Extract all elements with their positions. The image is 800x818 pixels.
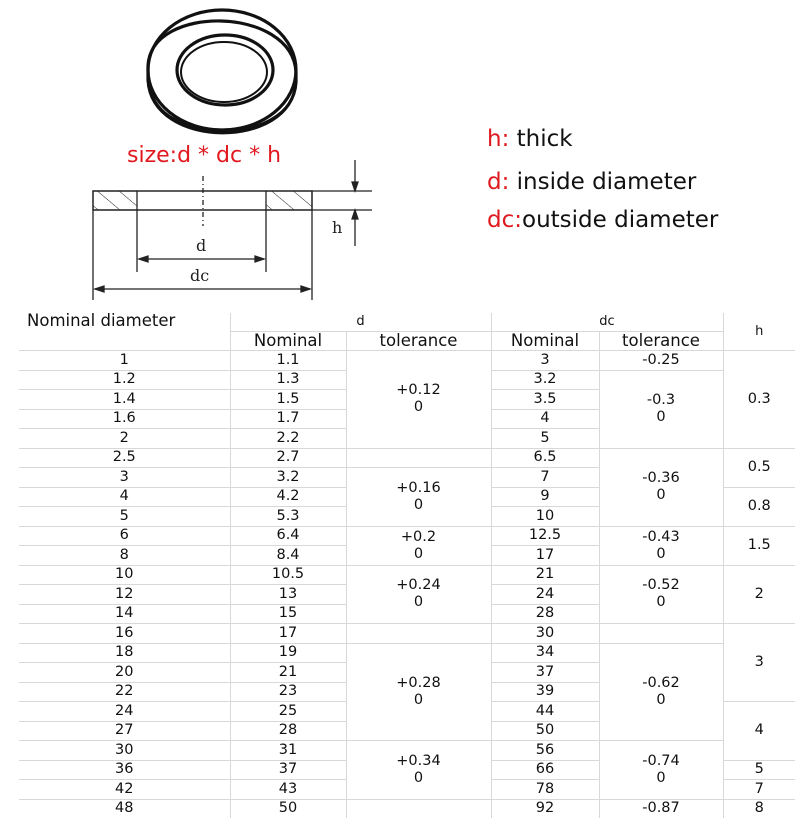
d-cell: 37 bbox=[230, 760, 346, 780]
h-cell: 3 bbox=[723, 624, 795, 702]
d-tolerance-cell bbox=[346, 526, 491, 565]
nominal-cell: 30 bbox=[19, 741, 230, 761]
tolerance-lower: 0 bbox=[413, 769, 424, 786]
h-dimension-label: h bbox=[332, 218, 343, 237]
d-tolerance-cell bbox=[346, 741, 491, 800]
d-cell: 31 bbox=[230, 741, 346, 761]
legend-inside-diameter bbox=[487, 169, 696, 195]
d-cell: 6.4 bbox=[230, 526, 346, 546]
header-d-nominal: Nominal bbox=[230, 332, 346, 351]
d-cell: 1.7 bbox=[230, 409, 346, 429]
dc-cell: 3.5 bbox=[491, 390, 599, 410]
h-cell: 0.8 bbox=[723, 487, 795, 526]
table-row bbox=[19, 643, 795, 663]
h-cell: 0.5 bbox=[723, 448, 795, 487]
dc-cell: 39 bbox=[491, 682, 599, 702]
h-cell: 4 bbox=[723, 702, 795, 761]
d-tolerance-cell bbox=[346, 448, 491, 468]
dc-cell: 44 bbox=[491, 702, 599, 722]
header-dc-tolerance: tolerance bbox=[599, 332, 723, 351]
d-cell: 19 bbox=[230, 643, 346, 663]
legend-text: outside diameter bbox=[522, 207, 719, 233]
nominal-cell: 18 bbox=[19, 643, 230, 663]
nominal-cell: 1.2 bbox=[19, 370, 230, 390]
legend-outside-diameter bbox=[487, 207, 718, 233]
d-tolerance-cell bbox=[346, 468, 491, 527]
d-cell: 1.5 bbox=[230, 390, 346, 410]
tolerance-lower: 0 bbox=[656, 594, 666, 611]
h-cell: 8 bbox=[723, 799, 795, 818]
dc-cell: 66 bbox=[491, 760, 599, 780]
nominal-cell: 2.5 bbox=[19, 448, 230, 468]
legend-key: dc: bbox=[487, 207, 522, 233]
dc-cell: 9 bbox=[491, 487, 599, 507]
h-cell: 1.5 bbox=[723, 526, 795, 565]
dc-cell: 4 bbox=[491, 409, 599, 429]
dc-cell: 5 bbox=[491, 429, 599, 449]
dc-tolerance-cell: -0.25 bbox=[599, 351, 723, 371]
dc-dimension-label: dc bbox=[190, 266, 210, 285]
legend-key: h: bbox=[487, 126, 510, 152]
d-cell: 50 bbox=[230, 799, 346, 818]
tolerance-upper: -0.62 bbox=[642, 674, 680, 691]
table-row bbox=[19, 624, 795, 644]
nominal-cell: 2 bbox=[19, 429, 230, 449]
d-cell: 10.5 bbox=[230, 565, 346, 585]
d-cell: 2.7 bbox=[230, 448, 346, 468]
dc-cell: 56 bbox=[491, 741, 599, 761]
dc-cell: 34 bbox=[491, 643, 599, 663]
h-cell: 5 bbox=[723, 760, 795, 780]
tolerance-lower: 0 bbox=[656, 769, 666, 786]
nominal-cell: 42 bbox=[19, 780, 230, 800]
d-cell: 1.1 bbox=[230, 351, 346, 371]
dc-cell: 24 bbox=[491, 585, 599, 605]
dc-tolerance-cell bbox=[599, 643, 723, 741]
tolerance-upper: -0.36 bbox=[642, 470, 680, 486]
nominal-cell: 20 bbox=[19, 663, 230, 683]
dc-cell: 6.5 bbox=[491, 448, 599, 468]
dc-cell: 10 bbox=[491, 507, 599, 527]
d-cell: 13 bbox=[230, 585, 346, 605]
legend-thickness bbox=[487, 126, 573, 152]
washer-drawing bbox=[0, 0, 800, 310]
tolerance-lower: 0 bbox=[656, 691, 666, 708]
d-cell: 25 bbox=[230, 702, 346, 722]
d-tolerance-cell bbox=[346, 565, 491, 624]
tolerance-upper: -0.52 bbox=[642, 577, 680, 594]
dc-cell: 30 bbox=[491, 624, 599, 644]
tolerance-lower: 0 bbox=[413, 691, 424, 708]
tolerance-lower: 0 bbox=[413, 496, 424, 513]
washer-3d-illustration bbox=[148, 10, 296, 133]
tolerance-upper: -0.43 bbox=[642, 528, 680, 545]
d-cell: 17 bbox=[230, 624, 346, 644]
legend-text: inside diameter bbox=[509, 169, 697, 195]
nominal-cell: 22 bbox=[19, 682, 230, 702]
header-d-tolerance: tolerance bbox=[346, 332, 491, 351]
d-tolerance-cell bbox=[346, 351, 491, 449]
nominal-cell: 8 bbox=[19, 546, 230, 566]
nominal-cell: 27 bbox=[19, 721, 230, 741]
d-cell: 1.3 bbox=[230, 370, 346, 390]
h-cell: 7 bbox=[723, 780, 795, 800]
header-nominal-diameter: Nominal diameter bbox=[27, 313, 176, 330]
nominal-cell: 5 bbox=[19, 507, 230, 527]
tolerance-upper: -0.3 bbox=[646, 392, 676, 408]
tolerance-lower: 0 bbox=[656, 487, 666, 503]
dc-cell: 92 bbox=[491, 799, 599, 818]
dc-tolerance-cell bbox=[599, 448, 723, 526]
tolerance-lower: 0 bbox=[413, 594, 424, 611]
table-row bbox=[19, 448, 795, 468]
nominal-cell: 24 bbox=[19, 702, 230, 722]
tolerance-upper: +0.12 bbox=[396, 382, 441, 399]
nominal-cell: 16 bbox=[19, 624, 230, 644]
dc-tolerance-cell bbox=[599, 565, 723, 624]
header-dc: dc bbox=[491, 313, 723, 332]
dc-cell: 28 bbox=[491, 604, 599, 624]
dc-tolerance-cell bbox=[599, 624, 723, 644]
h-cell: 2 bbox=[723, 565, 795, 624]
d-dimension-label: d bbox=[196, 236, 207, 255]
d-cell: 3.2 bbox=[230, 468, 346, 488]
dc-tolerance-cell bbox=[599, 370, 723, 448]
nominal-cell: 3 bbox=[19, 468, 230, 488]
dc-cell: 3 bbox=[491, 351, 599, 371]
dc-cell: 50 bbox=[491, 721, 599, 741]
dc-cell: 3.2 bbox=[491, 370, 599, 390]
nominal-cell: 1.4 bbox=[19, 390, 230, 410]
dc-cell: 37 bbox=[491, 663, 599, 683]
table-row bbox=[19, 351, 795, 371]
d-cell: 43 bbox=[230, 780, 346, 800]
header-dc-nominal: Nominal bbox=[491, 332, 599, 351]
tolerance-lower: 0 bbox=[656, 545, 666, 562]
dc-cell: 12.5 bbox=[491, 526, 599, 546]
dc-tolerance-cell bbox=[599, 526, 723, 565]
legend-text: thick bbox=[509, 126, 573, 152]
tolerance-upper: +0.2 bbox=[400, 528, 437, 545]
tolerance-upper: +0.24 bbox=[396, 577, 441, 594]
tolerance-upper: +0.16 bbox=[396, 479, 441, 496]
dc-cell: 7 bbox=[491, 468, 599, 488]
nominal-cell: 48 bbox=[19, 799, 230, 818]
nominal-cell: 1.6 bbox=[19, 409, 230, 429]
nominal-cell: 6 bbox=[19, 526, 230, 546]
nominal-cell: 10 bbox=[19, 565, 230, 585]
d-cell: 4.2 bbox=[230, 487, 346, 507]
dc-cell: 17 bbox=[491, 546, 599, 566]
nominal-cell: 1 bbox=[19, 351, 230, 371]
legend-key: d: bbox=[487, 169, 510, 195]
d-cell: 15 bbox=[230, 604, 346, 624]
nominal-cell: 4 bbox=[19, 487, 230, 507]
header-d: d bbox=[230, 313, 491, 332]
tolerance-lower: 0 bbox=[413, 399, 424, 416]
d-cell: 23 bbox=[230, 682, 346, 702]
table-row bbox=[19, 526, 795, 546]
d-cell: 5.3 bbox=[230, 507, 346, 527]
table-row bbox=[19, 799, 795, 818]
dc-cell: 78 bbox=[491, 780, 599, 800]
washer-size-table bbox=[19, 313, 795, 818]
tolerance-lower: 0 bbox=[656, 409, 666, 425]
tolerance-lower: 0 bbox=[413, 545, 424, 562]
d-tolerance-cell bbox=[346, 643, 491, 741]
washer-cross-section bbox=[93, 160, 372, 300]
d-tolerance-cell bbox=[346, 624, 491, 644]
d-cell: 21 bbox=[230, 663, 346, 683]
size-formula-label: size:d * dc * h bbox=[127, 143, 282, 168]
d-cell: 28 bbox=[230, 721, 346, 741]
h-cell: 0.3 bbox=[723, 351, 795, 449]
header-h: h bbox=[723, 313, 795, 351]
d-cell: 2.2 bbox=[230, 429, 346, 449]
dc-tolerance-cell: -0.87 bbox=[599, 799, 723, 818]
nominal-cell: 12 bbox=[19, 585, 230, 605]
dc-tolerance-cell bbox=[599, 741, 723, 800]
nominal-cell: 36 bbox=[19, 760, 230, 780]
tolerance-upper: +0.28 bbox=[396, 674, 441, 691]
tolerance-upper: -0.74 bbox=[642, 752, 680, 769]
dc-cell: 21 bbox=[491, 565, 599, 585]
nominal-cell: 14 bbox=[19, 604, 230, 624]
tolerance-upper: +0.34 bbox=[396, 752, 441, 769]
d-cell: 8.4 bbox=[230, 546, 346, 566]
table-row bbox=[19, 565, 795, 585]
d-tolerance-cell bbox=[346, 799, 491, 818]
table-row bbox=[19, 741, 795, 761]
